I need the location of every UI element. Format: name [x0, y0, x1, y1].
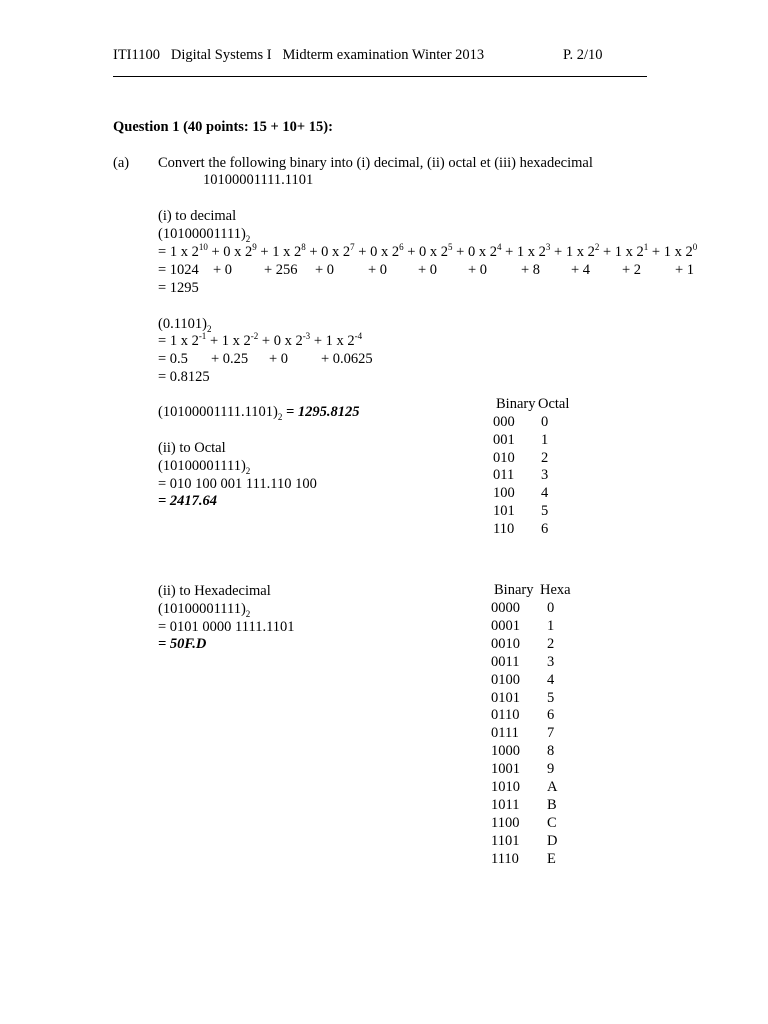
frac-value: + 0: [269, 351, 289, 367]
int-value: + 0: [368, 262, 388, 278]
hex-table-cell-value: 9: [547, 761, 555, 778]
frac-power-term: 0 x $2^{-3}$: [273, 331, 311, 349]
octal-table-cell-value: 1: [541, 431, 549, 448]
octal-table-cell-value: 4: [541, 485, 549, 502]
octal-table-header: Binary: [496, 396, 536, 412]
power-term: 1 x $2^8$: [272, 242, 306, 260]
int-value: = 1024: [158, 262, 199, 278]
power-term: 0 x $2^5$: [419, 242, 453, 260]
frac-power-exponent: -1: [198, 331, 207, 341]
power-exponent: 4: [496, 242, 502, 252]
frac-power-exponent: -3: [302, 331, 311, 341]
hex-table-cell-binary: 1110: [491, 850, 519, 867]
frac-power-exponent: -4: [354, 331, 363, 341]
decimal-frac-expansion: = 1 x $2^{-1} + 1$ x $2^{-2} + 0$ x $2^{-3} + 1$ x $2^{-4}$: [158, 331, 363, 349]
hex-table-cell-binary: 0011: [491, 653, 520, 670]
power-term: 0 x $2^6$: [370, 242, 404, 260]
hex-table-cell-value: 2: [547, 635, 555, 652]
header-course: [113, 48, 484, 63]
power-term: 1 x $2^2$: [565, 242, 600, 260]
hex-table-cell-binary: 1000: [491, 743, 520, 760]
hex-table-cell-binary: 0110: [491, 707, 520, 724]
power-term: 0 x $2^9$: [223, 242, 257, 260]
octal-table-cell-value: 2: [541, 449, 549, 466]
octal-table-cell-value: 0: [541, 414, 549, 430]
hex-table-cell-binary: 1100: [491, 814, 520, 831]
power-exponent: 2: [594, 242, 600, 252]
frac-power-term: 1 x $2^{-1}$: [169, 331, 207, 349]
hex-groups: = 0101 0000 1111.1101: [158, 619, 295, 635]
hex-table-cell-binary: 1101: [491, 832, 520, 849]
octal-table-header: Octal: [538, 396, 570, 412]
decimal-frac-binary: $(0.1101)_2$: [158, 316, 212, 334]
hex-table-cell-binary: 1011: [491, 796, 520, 813]
part-label: (a): [113, 155, 130, 171]
header-divider: [113, 76, 647, 77]
int-value: + 4: [571, 262, 591, 278]
hex-table-cell-binary: 0000: [491, 600, 520, 616]
int-value: + 1: [675, 262, 695, 278]
power-exponent: 8: [301, 242, 306, 252]
power-exponent: 7: [350, 242, 355, 252]
hex-table-cell-value: 1: [547, 617, 555, 634]
power-term: 1 x $2^{10}$: [169, 242, 208, 260]
power-term: 0 x $2^4$: [467, 242, 502, 260]
frac-value: + 0.0625: [321, 351, 373, 367]
decimal-heading: (i) to decimal: [158, 208, 237, 224]
page-number: P. 2/10: [563, 47, 603, 63]
power-term: 1 x $2^1$: [614, 242, 649, 260]
power-term: 0 x $2^7$: [321, 242, 355, 260]
octal-table-cell-value: 6: [541, 520, 549, 537]
hex-table-cell-binary: 1010: [491, 779, 520, 795]
frac-value: = 0.5: [158, 351, 188, 367]
power-exponent: 6: [399, 242, 404, 252]
octal-result: = 2417.64: [158, 493, 218, 509]
exam-name: Midterm examination Winter 2013: [282, 47, 485, 63]
hex-table-cell-binary: 0101: [491, 689, 520, 706]
octal-table-cell-binary: 011: [493, 467, 515, 484]
decimal-final: $(10100001111.1101)_2 = 1295.8125$: [158, 404, 360, 422]
octal-groups: = 010 100 001 111.110 100: [158, 476, 317, 492]
power-exponent: 5: [448, 242, 453, 252]
hex-table-cell-value: 4: [547, 671, 555, 688]
power-exponent: 9: [252, 242, 257, 252]
frac-power-term: 1 x $2^{-4}$: [325, 331, 363, 349]
power-exponent: 3: [545, 242, 551, 252]
hex-table-cell-binary: 1001: [491, 761, 520, 778]
int-value: + 2: [622, 262, 642, 278]
decimal-final-value: = 1295.8125: [282, 404, 360, 420]
question-number: 10100001111.1101: [203, 172, 314, 188]
frac-power-term: 1 x $2^{-2}$: [221, 331, 259, 349]
hex-table-cell-value: E: [547, 850, 556, 867]
octal-table-cell-value: 5: [541, 503, 549, 519]
hex-table-header: Binary: [494, 582, 534, 598]
hex-table-cell-value: 0: [547, 600, 555, 616]
hex-table-cell-value: 6: [547, 707, 555, 724]
octal-table-cell-binary: 100: [493, 485, 515, 502]
octal-binary: $(10100001111)_2$: [158, 458, 251, 476]
decimal-frac-result: = 0.8125: [158, 369, 210, 385]
frac-value: + 0.25: [211, 351, 249, 367]
hex-result: = 50F.D: [158, 636, 207, 652]
octal-table-cell-binary: 000: [493, 414, 515, 430]
hex-table-cell-value: 5: [547, 689, 555, 706]
hex-table-cell-value: B: [547, 796, 557, 813]
question-prompt: Convert the following binary into (i) decimal, (ii) octal et (iii) hexadecimal: [158, 155, 593, 171]
int-value: + 0: [468, 262, 488, 278]
power-exponent: 1: [643, 242, 649, 252]
hex-heading: (ii) to Hexadecimal: [158, 583, 271, 599]
hex-table-cell-value: 8: [547, 743, 555, 760]
course-code: ITI1100: [113, 47, 160, 63]
hex-table-cell-value: 3: [547, 653, 555, 670]
hex-table-cell-value: D: [547, 832, 558, 849]
power-exponent: 0: [692, 242, 698, 252]
octal-table-cell-binary: 001: [493, 431, 515, 448]
course-title: Digital Systems I: [170, 47, 272, 63]
int-value: + 0: [315, 262, 335, 278]
int-value: + 0: [213, 262, 233, 278]
int-value: + 256: [264, 262, 298, 278]
hex-table-cell-binary: 0001: [491, 617, 520, 634]
octal-table-cell-binary: 110: [493, 520, 515, 537]
octal-heading: (ii) to Octal: [158, 440, 226, 456]
octal-table-cell-value: 3: [541, 467, 549, 484]
hex-table-cell-value: A: [547, 779, 558, 795]
hex-table-cell-binary: 0100: [491, 671, 520, 688]
question-title: Question 1 (40 points: 15 + 10+ 15):: [113, 119, 333, 135]
hex-table-cell-binary: 0111: [491, 725, 519, 742]
hex-table-header: Hexa: [540, 582, 571, 598]
power-term: 1 x $2^3$: [516, 242, 551, 260]
octal-table-cell-binary: 101: [493, 503, 515, 519]
hex-binary: $(10100001111)_2$: [158, 601, 251, 619]
int-value: + 8: [521, 262, 541, 278]
power-exponent: 10: [198, 242, 208, 252]
hex-table-cell-binary: 0010: [491, 635, 520, 652]
int-value: + 0: [418, 262, 438, 278]
frac-power-exponent: -2: [250, 331, 259, 341]
decimal-int-binary: $(10100001111)_2$: [158, 226, 251, 244]
octal-table-cell-binary: 010: [493, 449, 515, 466]
decimal-expansion: = 1 x $2^{10} + 0$ x $2^9 + 1$ x $2^8 + 0$ x $2^7 + 0$ x $2^6 + 0$ x $2^5 + 0$ x $2^4 + 1$ x $2^3 + 1$ x $2^2 + 1$ x $2^1 + 1$ x $2^0$: [158, 242, 698, 260]
hex-table-cell-value: C: [547, 814, 557, 831]
power-term: 1 x $2^0$: [663, 242, 698, 260]
decimal-int-result: = 1295: [158, 280, 199, 296]
hex-table-cell-value: 7: [547, 725, 555, 742]
